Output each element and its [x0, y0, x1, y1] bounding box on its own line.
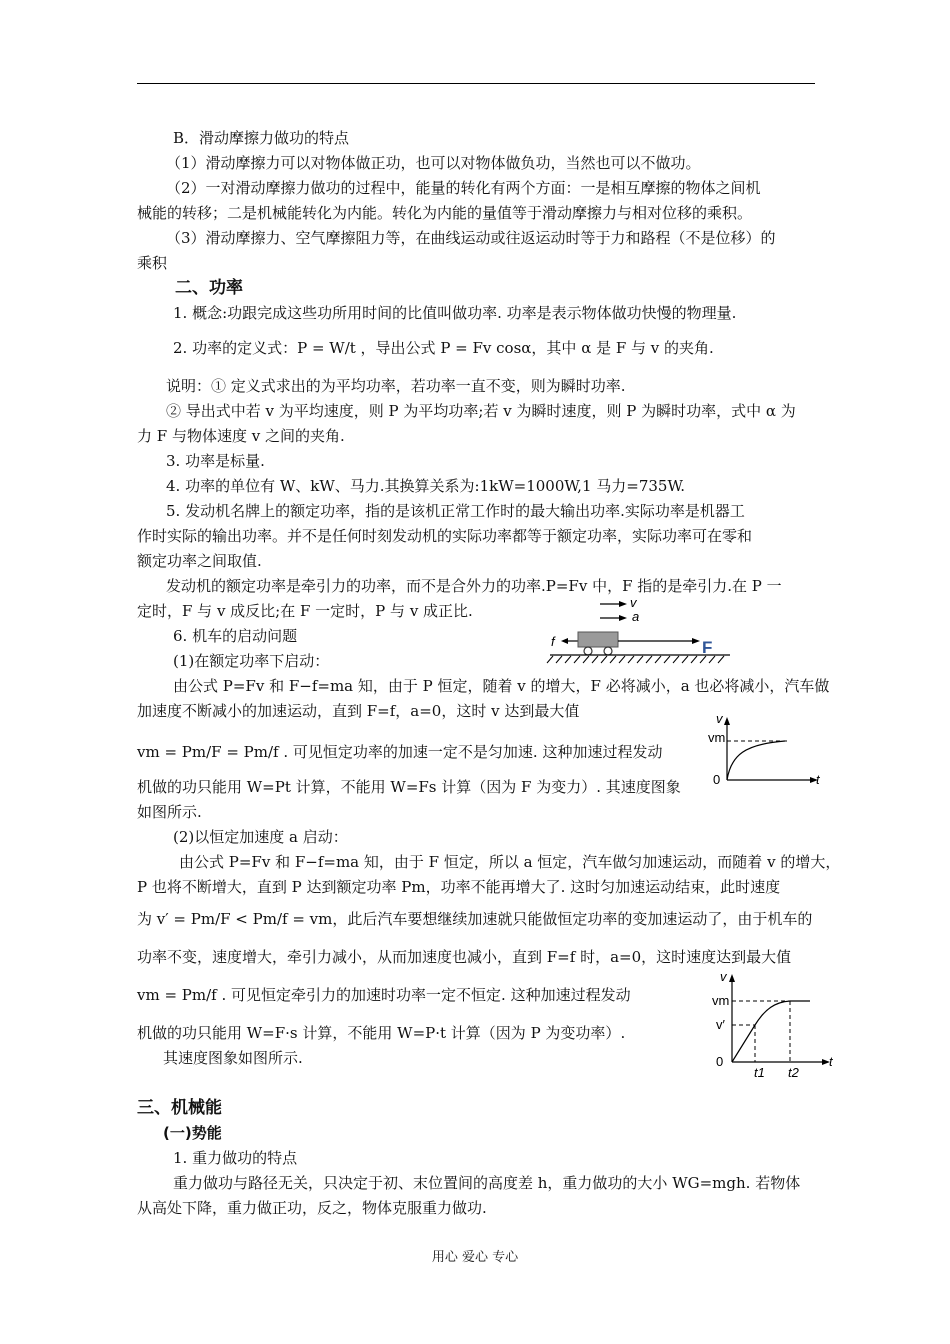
text-line: B．滑动摩擦力做功的特点: [173, 129, 350, 147]
axis-t-label: t: [829, 1054, 833, 1069]
header-rule: [137, 83, 815, 84]
section-heading-mechanical-energy: 三、机械能: [137, 1098, 222, 1118]
text-line: 定时，F 与 v 成反比;在 F 一定时，P 与 v 成正比.: [137, 602, 473, 620]
text-line: ② 导出式中若 v 为平均速度，则 P 为平均功率;若 v 为瞬时速度，则 P 为瞬时功率，式中 α 为: [166, 402, 796, 420]
text-line: 1. 重力做功的特点: [173, 1149, 298, 1167]
text-line: 发动机的额定功率是牵引力的功率，而不是合外力的功率.P=Fv 中，F 指的是牵引力.在 P 一: [166, 577, 782, 595]
text-line: 由公式 P=Fv 和 F−f=ma 知，由于 P 恒定，随着 v 的增大，F 必将减小，a 也必将减小，汽车做: [173, 677, 830, 695]
text-line: P 也将不断增大，直到 P 达到额定功率 Pm，功率不能再增大了. 这时匀加速运动结束，此时速度: [137, 878, 781, 896]
text-line: （1）滑动摩擦力可以对物体做正功，也可以对物体做负功，当然也可以不做功。: [166, 154, 701, 172]
text-line: （3）滑动摩擦力、空气摩擦阻力等，在曲线运动或往返运动时等于力和路程（不是位移）的: [166, 229, 776, 247]
section-heading-power: 二、功率: [175, 278, 243, 298]
acceleration-label: a: [632, 609, 640, 624]
velocity-graph-constant-power: [705, 710, 830, 790]
text-line: 乘积: [137, 254, 168, 272]
text-line: 5. 发动机名牌上的额定功率，指的是该机正常工作时的最大输出功率.实际功率是机器工: [166, 502, 745, 520]
text-line: 械能的转移；二是机械能转化为内能。转化为内能的量值等于滑动摩擦力与相对位移的乘积。: [137, 204, 753, 222]
text-line: 作时实际的输出功率。并不是任何时刻发动机的实际功率都等于额定功率，实际功率可在零和: [137, 527, 753, 545]
traction-force-label: F: [702, 638, 713, 657]
text-line: 如图所示.: [137, 803, 202, 821]
text-line: (1)在额定功率下启动：: [173, 652, 330, 670]
text-line: 从高处下降，重力做正功，反之，物体克服重力做功.: [137, 1199, 487, 1217]
text-line: （2）一对滑动摩擦力做功的过程中，能量的转化有两个方面：一是相互摩擦的物体之间机: [166, 179, 761, 197]
text-line: 2. 功率的定义式：P = W/t ，导出公式 P = Fv cosα，其中 α 是 F 与 v 的夹角.: [173, 339, 714, 357]
velocity-graph-constant-acceleration: [710, 965, 840, 1080]
velocity-curve: [732, 1001, 810, 1062]
origin-label: 0: [713, 772, 721, 787]
text-line: 机做的功只能用 W=F·s 计算，不能用 W=P·t 计算（因为 P 为变功率）.: [137, 1024, 626, 1042]
car-force-diagram: [545, 592, 735, 666]
car-wheel: [604, 647, 612, 655]
axis-t-label: t: [816, 772, 820, 787]
text-line: 加速度不断减小的加速运动，直到 F=f，a=0，这时 v 达到最大值: [137, 702, 580, 720]
vm-label: vm: [708, 730, 726, 745]
text-line: 机做的功只能用 W=Pt 计算，不能用 W=Fs 计算（因为 F 为变力）. 其速度图象: [137, 778, 681, 796]
vm-label: vm: [712, 993, 730, 1008]
text-line: (2)以恒定加速度 a 启动：: [173, 828, 348, 846]
car-body: [578, 632, 618, 647]
vprime-label: v′: [716, 1017, 725, 1032]
text-line: 额定功率之间取值.: [137, 552, 262, 570]
origin-label: 0: [716, 1054, 724, 1069]
text-line: 重力做功与路径无关，只决定于初、末位置间的高度差 h，重力做功的大小 WG=mgh. 若物体: [173, 1174, 801, 1192]
text-line: vm = Pm/f . 可见恒定牵引力的加速时功率一定不恒定. 这种加速过程发动: [137, 986, 631, 1004]
text-line: 1. 概念:功跟完成这些功所用时间的比值叫做功率. 功率是表示物体做功快慢的物理量.: [173, 304, 737, 322]
axis-v-label: v: [716, 711, 723, 726]
velocity-curve: [727, 741, 785, 780]
page-footer: 用心 爱心 专心: [431, 1250, 519, 1265]
t2-label: t2: [788, 1065, 799, 1080]
text-line: 说明：① 定义式求出的为平均功率，若功率一直不变，则为瞬时功率.: [166, 377, 626, 395]
text-line: 为 v′ = Pm/F < Pm/f = vm，此后汽车要想继续加速就只能做恒定功率的变加速运动了，由于机车的: [137, 910, 813, 928]
text-line: vm = Pm/F = Pm/f . 可见恒定功率的加速一定不是匀加速. 这种加速过程发动: [137, 743, 663, 761]
text-line: 力 F 与物体速度 v 之间的夹角.: [137, 427, 345, 445]
friction-label: f: [551, 634, 555, 649]
subsection-heading-potential-energy: (一)势能: [163, 1124, 222, 1142]
text-line: 3. 功率是标量.: [166, 452, 265, 470]
text-line: 6. 机车的启动问题: [173, 627, 298, 645]
t1-label: t1: [754, 1065, 765, 1080]
car-wheel: [584, 647, 592, 655]
text-line: 4. 功率的单位有 W、kW、马力.其换算关系为:1kW=1000W,1 马力=735W.: [166, 477, 686, 495]
text-line: 由公式 P=Fv 和 F−f=ma 知，由于 F 恒定，所以 a 恒定，汽车做匀加速运动，而随着 v 的增大，: [179, 853, 841, 871]
velocity-label: v: [630, 595, 637, 610]
axis-v-label: v: [720, 969, 727, 984]
text-line: 功率不变，速度增大，牵引力减小，从而加速度也减小，直到 F=f 时，a=0，这时速度达到最大值: [137, 948, 792, 966]
text-line: 其速度图象如图所示.: [163, 1049, 303, 1067]
